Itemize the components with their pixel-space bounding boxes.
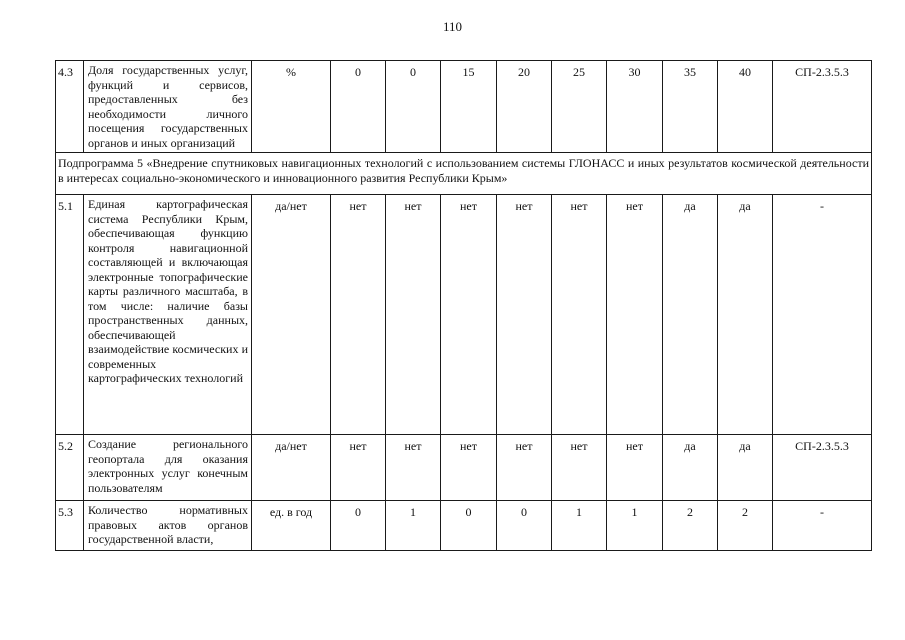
table-row xyxy=(56,61,872,153)
value-cell: 0 xyxy=(331,501,386,551)
value-cell: 1 xyxy=(552,501,607,551)
value-cell: нет xyxy=(607,195,663,435)
row-number: 4.3 xyxy=(56,61,84,153)
value-cell: 0 xyxy=(386,61,441,153)
subprogram-title: Подпрограмма 5 «Внедрение спутниковых навигационных технологий с использованием системы ГЛОНАСС и иных результатов космической деятельности в интересах социально-экономического и инновационного развития Республики Крым» xyxy=(56,153,872,195)
value-cell: нет xyxy=(497,435,552,501)
indicator-name: Количество нормативных правовых актов органов государственной власти, xyxy=(84,501,252,551)
indicator-name: Доля государственных услуг, функций и сервисов, предоставленных без необходимости личного посещения государственных органов и иных организаций xyxy=(84,61,252,153)
value-cell: нет xyxy=(331,195,386,435)
subprogram-row xyxy=(56,153,872,195)
value-cell: да xyxy=(718,195,773,435)
value-cell: 0 xyxy=(497,501,552,551)
program-code: - xyxy=(773,195,872,435)
row-number: 5.2 xyxy=(56,435,84,501)
value-cell: 20 xyxy=(497,61,552,153)
value-cell: 0 xyxy=(441,501,497,551)
program-code: - xyxy=(773,501,872,551)
indicator-name: Создание регионального геопортала для оказания электронных услуг конечным пользователям xyxy=(84,435,252,501)
program-code: СП-2.3.5.3 xyxy=(773,61,872,153)
value-cell: нет xyxy=(552,435,607,501)
value-cell: да xyxy=(718,435,773,501)
unit-cell: да/нет xyxy=(252,195,331,435)
unit-cell: ед. в год xyxy=(252,501,331,551)
table-row xyxy=(56,501,872,551)
value-cell: 2 xyxy=(663,501,718,551)
program-code: СП-2.3.5.3 xyxy=(773,435,872,501)
value-cell: нет xyxy=(386,435,441,501)
value-cell: 1 xyxy=(386,501,441,551)
value-cell: нет xyxy=(386,195,441,435)
value-cell: 0 xyxy=(331,61,386,153)
unit-cell: да/нет xyxy=(252,435,331,501)
value-cell: 2 xyxy=(718,501,773,551)
value-cell: 1 xyxy=(607,501,663,551)
indicator-name: Единая картографическая система Республики Крым, обеспечивающая функцию контроля навигационной составляющей и включающая электронные топографические карты различного масштаба, в том числе: наличие базы пространственных данных, обеспечивающей взаимодействие космических и современных картографических технологий xyxy=(84,195,252,435)
value-cell: 30 xyxy=(607,61,663,153)
table-row xyxy=(56,195,872,435)
row-number: 5.1 xyxy=(56,195,84,435)
value-cell: 25 xyxy=(552,61,607,153)
value-cell: 35 xyxy=(663,61,718,153)
value-cell: нет xyxy=(441,195,497,435)
value-cell: нет xyxy=(607,435,663,501)
value-cell: 15 xyxy=(441,61,497,153)
value-cell: да xyxy=(663,435,718,501)
value-cell: да xyxy=(663,195,718,435)
value-cell: 40 xyxy=(718,61,773,153)
row-number: 5.3 xyxy=(56,501,84,551)
value-cell: нет xyxy=(497,195,552,435)
value-cell: нет xyxy=(441,435,497,501)
unit-cell: % xyxy=(252,61,331,153)
table-row xyxy=(56,435,872,501)
value-cell: нет xyxy=(552,195,607,435)
value-cell: нет xyxy=(331,435,386,501)
indicators-table xyxy=(55,60,872,551)
page-number: 110 xyxy=(442,19,463,34)
